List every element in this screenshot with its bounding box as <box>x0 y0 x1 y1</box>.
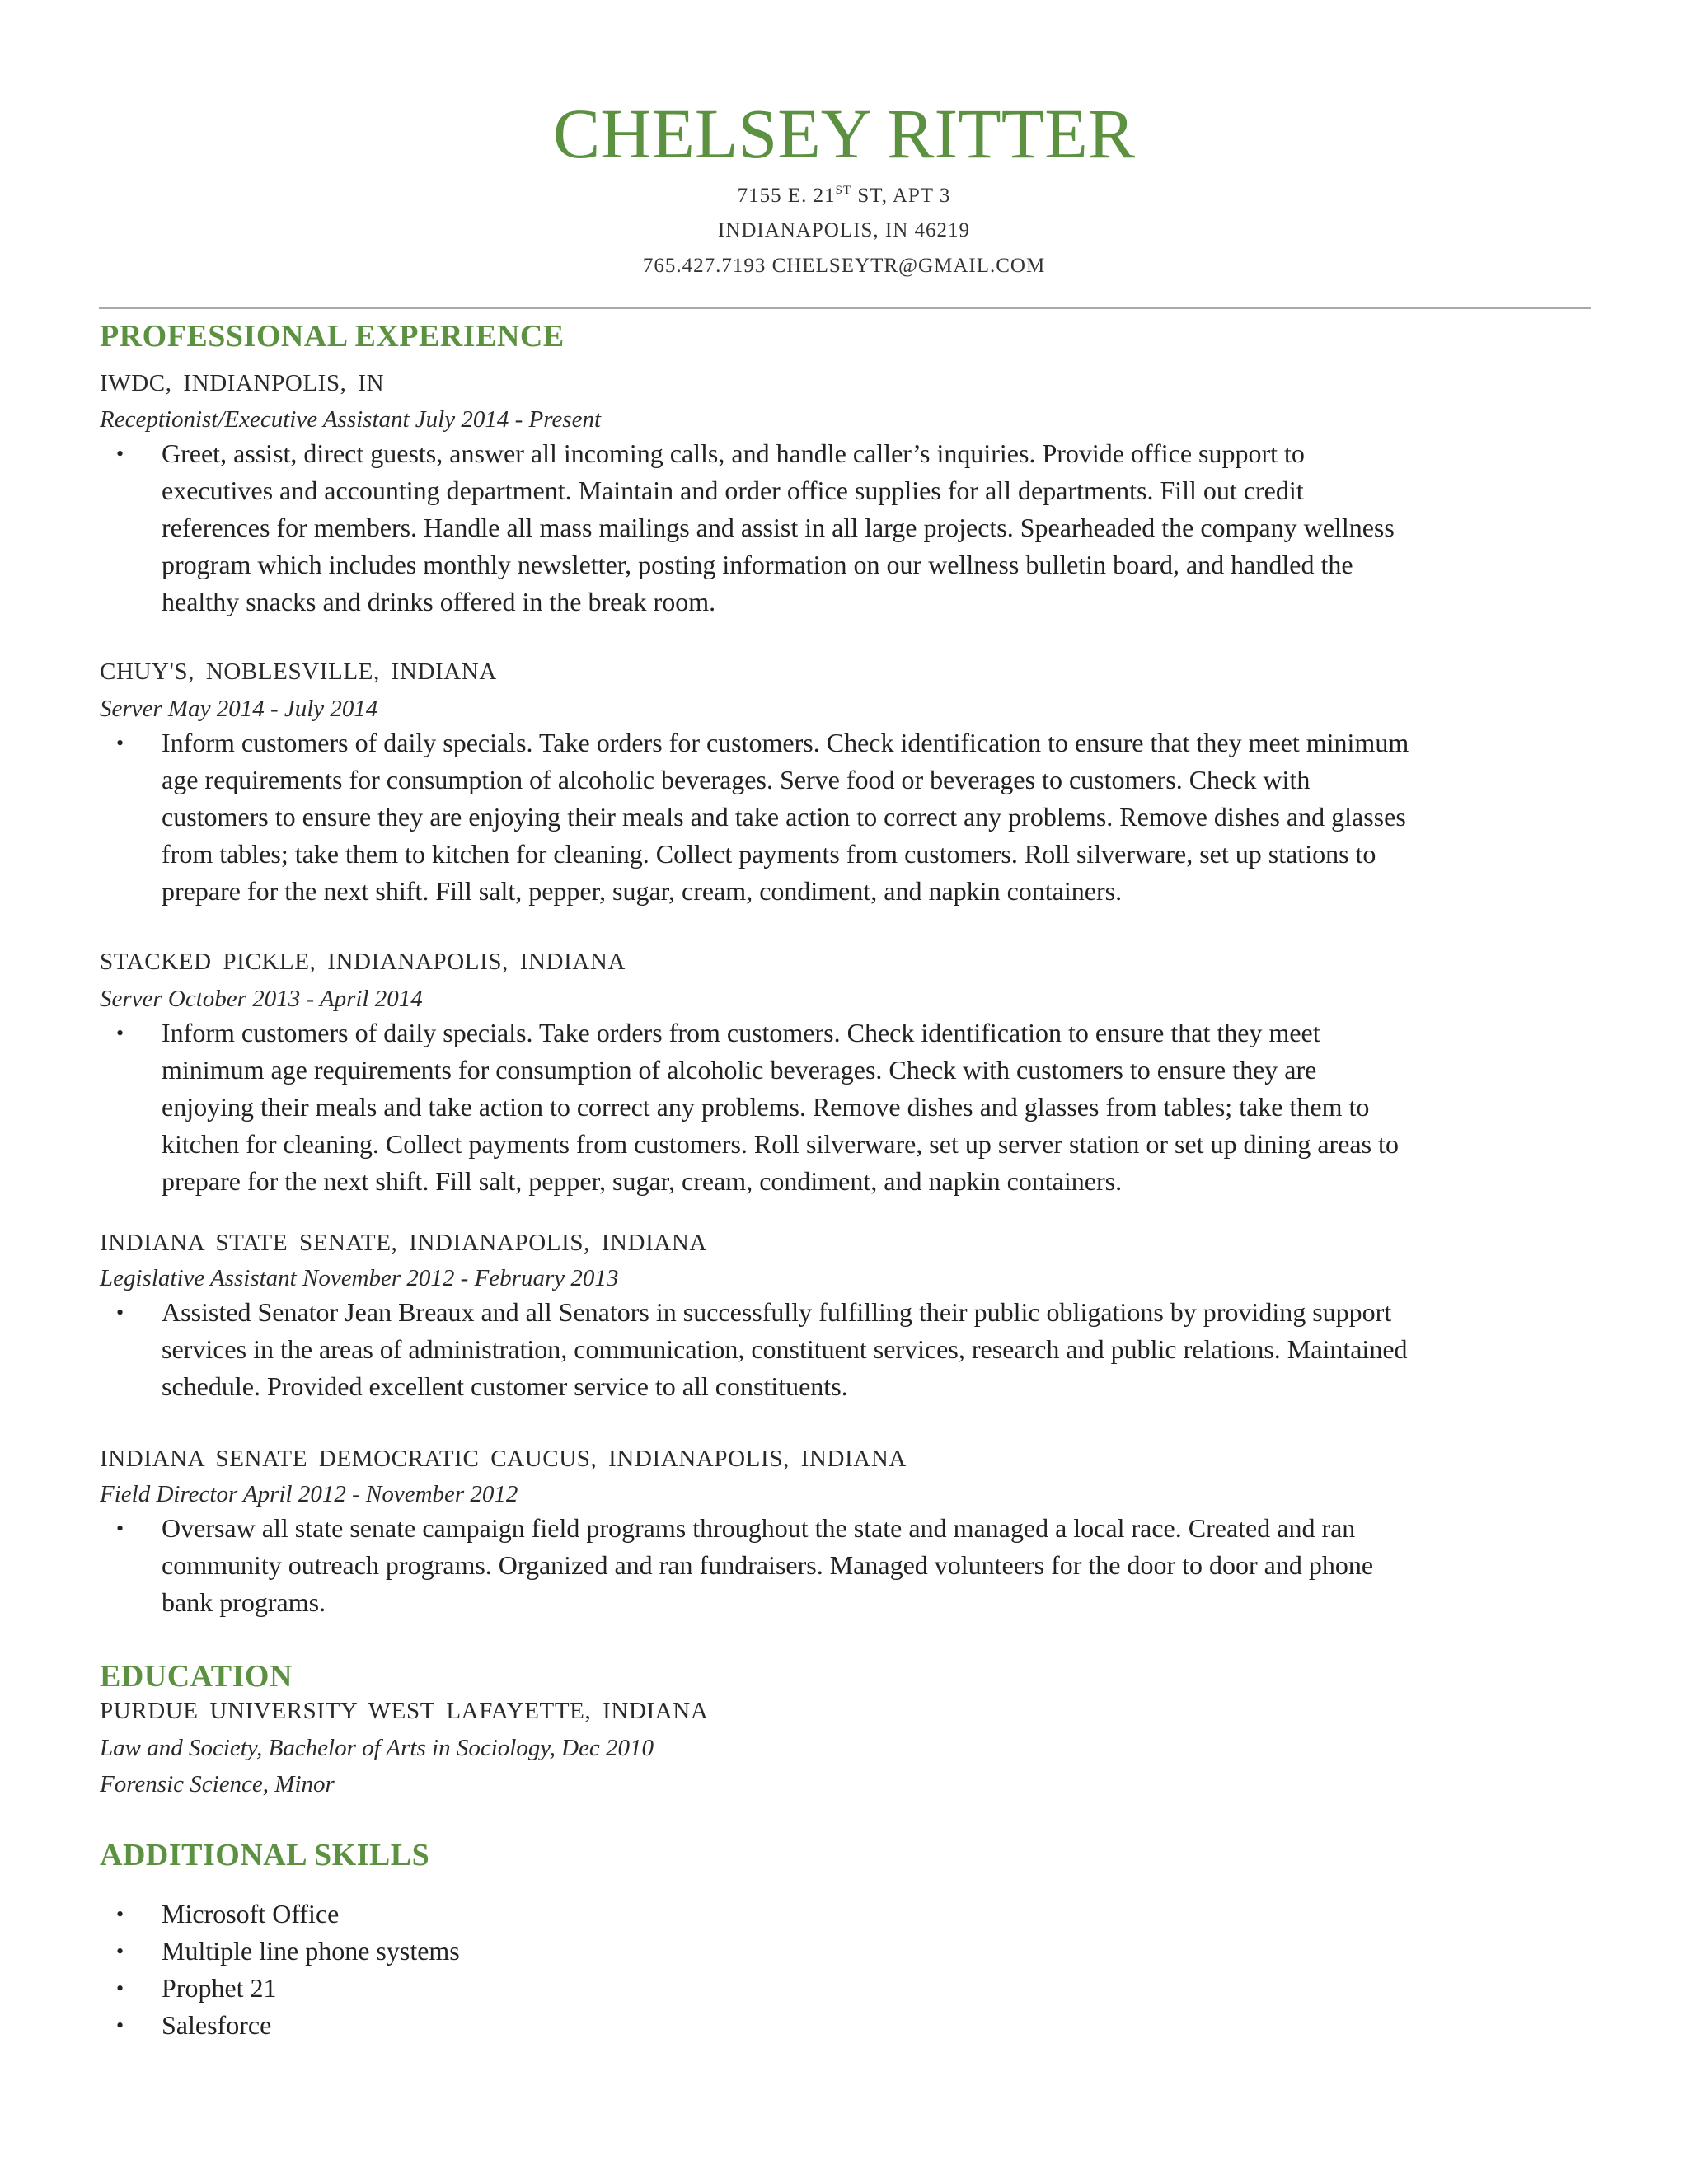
skill-label: Prophet 21 <box>162 1973 277 2003</box>
skill-item <box>100 1970 924 2007</box>
description-line: program which includes monthly newsletter, posting information on our wellness bulletin board, and handled the <box>162 550 1353 579</box>
job-role: Legislative Assistant November 2012 - February 2013 <box>100 1265 619 1291</box>
job-org: INDIANA SENATE DEMOCRATIC CAUCUS, INDIANAPOLIS, INDIANA <box>100 1446 907 1472</box>
job-org: INDIANA STATE SENATE, INDIANAPOLIS, INDIANA <box>100 1230 707 1256</box>
skills-section-title: ADDITIONAL SKILLS <box>100 1838 430 1872</box>
job-org: STACKED PICKLE, INDIANAPOLIS, INDIANA <box>100 949 626 975</box>
skill-label: Multiple line phone systems <box>162 1936 460 1966</box>
address-line-2: INDIANAPOLIS, IN 46219 <box>717 219 970 241</box>
description-line: age requirements for consumption of alcoholic beverages. Serve food or beverages to customers. Check with <box>162 765 1311 794</box>
education-school: PURDUE UNIVERSITY WEST LAFAYETTE, INDIANA <box>100 1698 709 1724</box>
description-line: customers to ensure they are enjoying their meals and take action to correct any problems. Remove dishes and glasses <box>162 802 1406 832</box>
education-minor: Forensic Science, Minor <box>100 1771 335 1797</box>
job-role: Server October 2013 - April 2014 <box>100 986 423 1012</box>
skill-label: Salesforce <box>162 2010 272 2040</box>
description-line: services in the areas of administration, communication, constituent services, research and public relations. Maintained <box>162 1334 1408 1364</box>
bullet-icon: • <box>116 1301 124 1324</box>
description-line: Inform customers of daily specials. Take orders for customers. Check identification to ensure that they meet minimum <box>162 728 1409 757</box>
contact-line: 765.427.7193 CHELSEYTR@GMAIL.COM <box>642 255 1046 277</box>
description-line: Assisted Senator Jean Breaux and all Senators in successfully fulfilling their public obligations by providing support <box>162 1297 1392 1327</box>
bullet-icon: • <box>116 2013 124 2037</box>
job-org: IWDC, INDIANPOLIS, IN <box>100 370 385 396</box>
description-line: bank programs. <box>162 1587 326 1617</box>
skill-label: Microsoft Office <box>162 1899 340 1929</box>
job-description <box>100 724 1567 910</box>
description-line: community outreach programs. Organized and ran fundraisers. Managed volunteers for the door to door and phone <box>162 1550 1374 1580</box>
job-role: Receptionist/Executive Assistant July 2014 - Present <box>100 406 602 433</box>
address-line-1 <box>0 183 1688 209</box>
job-description <box>100 1294 1567 1405</box>
description-line: kitchen for cleaning. Collect payments from customers. Roll silverware, set up server station or set up dining areas to <box>162 1129 1399 1159</box>
job-org: CHUY'S, NOBLESVILLE, INDIANA <box>100 658 497 685</box>
bullet-icon: • <box>116 731 124 755</box>
header-divider <box>99 307 1591 309</box>
address-ordinal-suffix: ST <box>835 184 852 197</box>
description-line: from tables; take them to kitchen for cleaning. Collect payments from customers. Roll silverware, set up stations to <box>162 839 1376 869</box>
description-line: prepare for the next shift. Fill salt, pepper, sugar, cream, condiment, and napkin containers. <box>162 876 1123 906</box>
description-line: enjoying their meals and take action to correct any problems. Remove dishes and glasses from tables; take them to <box>162 1092 1370 1122</box>
bullet-icon: • <box>116 1939 124 1963</box>
skill-item <box>100 1933 924 1970</box>
bullet-icon: • <box>116 1976 124 2000</box>
description-line: Greet, assist, direct guests, answer all incoming calls, and handle caller’s inquiries. Provide office support to <box>162 438 1305 468</box>
job-description <box>100 435 1567 621</box>
bullet-icon: • <box>116 442 124 466</box>
description-line: schedule. Provided excellent customer service to all constituents. <box>162 1371 848 1401</box>
description-line: healthy snacks and drinks offered in the break room. <box>162 587 716 616</box>
bullet-icon: • <box>116 1902 124 1926</box>
job-role: Server May 2014 - July 2014 <box>100 696 378 722</box>
candidate-name: CHELSEY RITTER <box>552 94 1136 173</box>
bullet-icon: • <box>116 1516 124 1540</box>
bullet-icon: • <box>116 1021 124 1045</box>
experience-section-title: PROFESSIONAL EXPERIENCE <box>100 319 565 354</box>
address-unit: ST, APT 3 <box>851 185 951 207</box>
skill-item <box>100 2007 924 2044</box>
job-role: Field Director April 2012 - November 2012 <box>100 1481 518 1507</box>
skill-item <box>100 1896 924 1933</box>
description-line: prepare for the next shift. Fill salt, pepper, sugar, cream, condiment, and napkin containers. <box>162 1166 1123 1196</box>
description-line: references for members. Handle all mass mailings and assist in all large projects. Spearheaded the company wellness <box>162 513 1395 542</box>
job-description <box>100 1015 1567 1200</box>
description-line: Inform customers of daily specials. Take orders from customers. Check identification to ensure that they meet <box>162 1018 1320 1047</box>
address-street: 7155 E. 21 <box>737 185 836 207</box>
education-section-title: EDUCATION <box>100 1659 293 1694</box>
job-description <box>100 1510 1567 1621</box>
description-line: Oversaw all state senate campaign field programs throughout the state and managed a local race. Created and ran <box>162 1513 1356 1543</box>
description-line: executives and accounting department. Maintain and order office supplies for all departments. Fill out credit <box>162 476 1304 505</box>
education-degree: Law and Society, Bachelor of Arts in Sociology, Dec 2010 <box>100 1735 654 1761</box>
description-line: minimum age requirements for consumption of alcoholic beverages. Check with customers to ensure they are <box>162 1055 1317 1085</box>
